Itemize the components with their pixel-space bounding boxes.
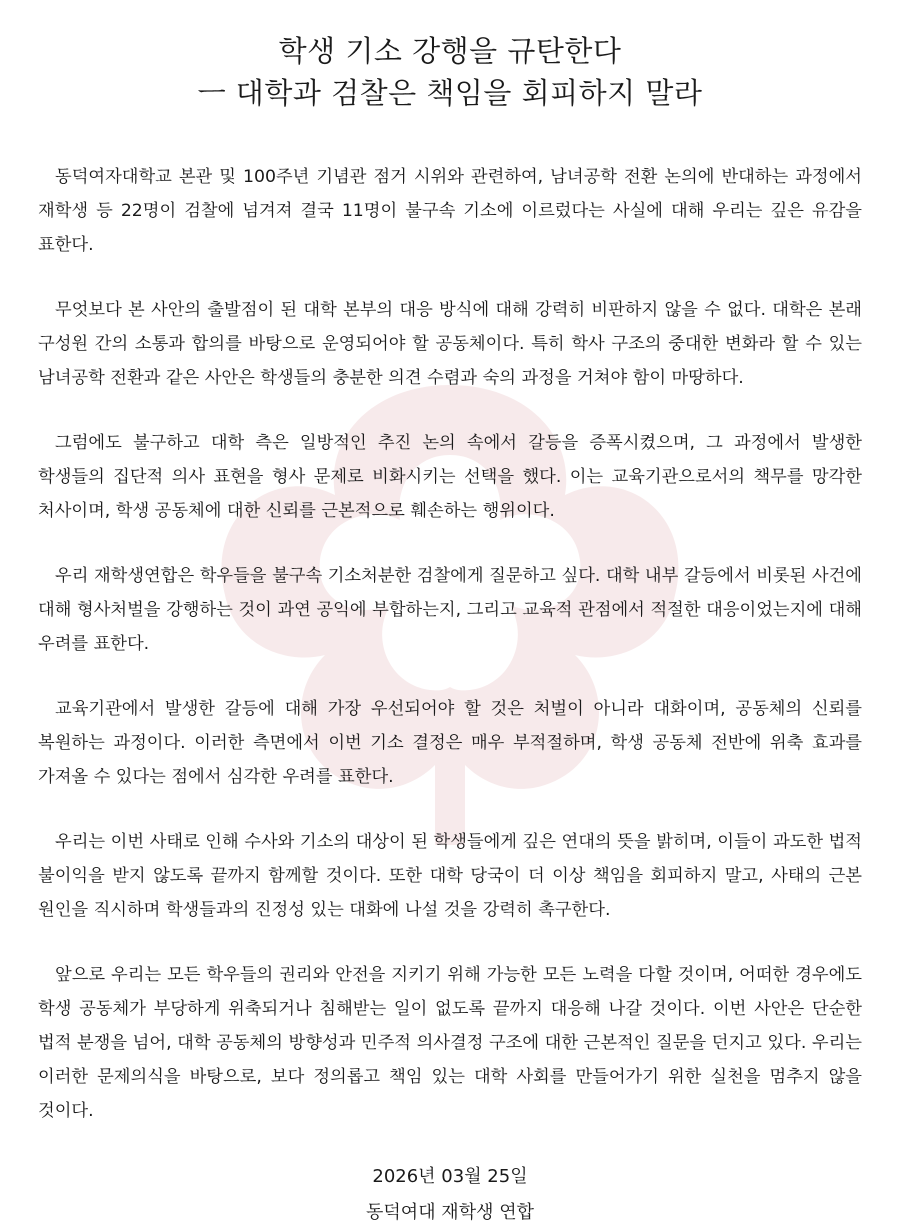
signature-block <box>38 1159 862 1231</box>
paragraph-7: 앞으로 우리는 모든 학우들의 권리와 안전을 지키기 위해 가능한 모든 노력을 다할 것이며, 어떠한 경우에도 학생 공동체가 부당하게 위축되거나 침해받는 일이 없도록 끝까지 대응해 나갈 것이다. 이번 사안은 단순한 법적 분쟁을 넘어, 대학 공동체의 방향성과 민주적 의사결정 구조에 대한 근본적인 질문을 던지고 있다. 우리는 이러한 문제의식을 바탕으로, 보다 정의롭고 책임 있는 대학 사회를 만들어가기 위한 실천을 멈추지 않을 것이다. <box>38 965 862 1121</box>
paragraph-6: 우리는 이번 사태로 인해 수사와 기소의 대상이 된 학생들에게 깊은 연대의 뜻을 밝히며, 이들이 과도한 법적 불이익을 받지 않도록 끝까지 함께할 것이다. 또한 대학 당국이 더 이상 책임을 회피하지 말고, 사태의 근본 원인을 직시하며 학생들과의 진정성 있는 대화에 나설 것을 강력히 촉구한다. <box>38 832 862 920</box>
statement-date: 2026년 03월 25일 <box>372 1166 528 1187</box>
paragraph-4: 우리 재학생연합은 학우들을 불구속 기소처분한 검찰에게 질문하고 싶다. 대학 내부 갈등에서 비롯된 사건에 대해 형사처벌을 강행하는 것이 과연 공익에 부합하는지, 그리고 교육적 관점에서 적절한 대응이었는지에 대해 우려를 표한다. <box>38 566 862 654</box>
paragraph-5: 교육기관에서 발생한 갈등에 대해 가장 우선되어야 할 것은 처벌이 아니라 대화이며, 공동체의 신뢰를 복원하는 과정이다. 이러한 측면에서 이번 기소 결정은 매우 부적절하며, 학생 공동체 전반에 위축 효과를 가져올 수 있다는 점에서 심각한 우려를 표한다. <box>38 699 862 787</box>
title-block <box>38 30 862 114</box>
paragraph-2: 무엇보다 본 사안의 출발점이 된 대학 본부의 대응 방식에 대해 강력히 비판하지 않을 수 없다. 대학은 본래 구성원 간의 소통과 합의를 바탕으로 운영되어야 할 공동체이다. 특히 학사 구조의 중대한 변화라 할 수 있는 남녀공학 전환과 같은 사안은 학생들의 충분한 의견 수렴과 숙의 과정을 거쳐야 함이 마땅하다. <box>38 300 862 388</box>
paragraph-1: 동덕여자대학교 본관 및 100주년 기념관 점거 시위와 관련하여, 남녀공학 전환 논의에 반대하는 과정에서 재학생 등 22명이 검찰에 넘겨져 결국 11명이 불구속 기소에 이르렀다는 사실에 대해 우리는 깊은 유감을 표한다. <box>38 167 862 255</box>
paragraph-3: 그럼에도 불구하고 대학 측은 일방적인 추진 논의 속에서 갈등을 증폭시켰으며, 그 과정에서 발생한 학생들의 집단적 의사 표현을 형사 문제로 비화시키는 선택을 했다. 이는 교육기관으로서의 책무를 망각한 처사이며, 학생 공동체에 대한 신뢰를 근본적으로 훼손하는 행위이다. <box>38 433 862 521</box>
page-title: 학생 기소 강행을 규탄한다 <box>278 34 622 68</box>
signatory: 동덕여대 재학생 연합 <box>366 1202 534 1223</box>
page-subtitle: ㅡ 대학과 검찰은 책임을 회피하지 말라 <box>197 76 703 110</box>
